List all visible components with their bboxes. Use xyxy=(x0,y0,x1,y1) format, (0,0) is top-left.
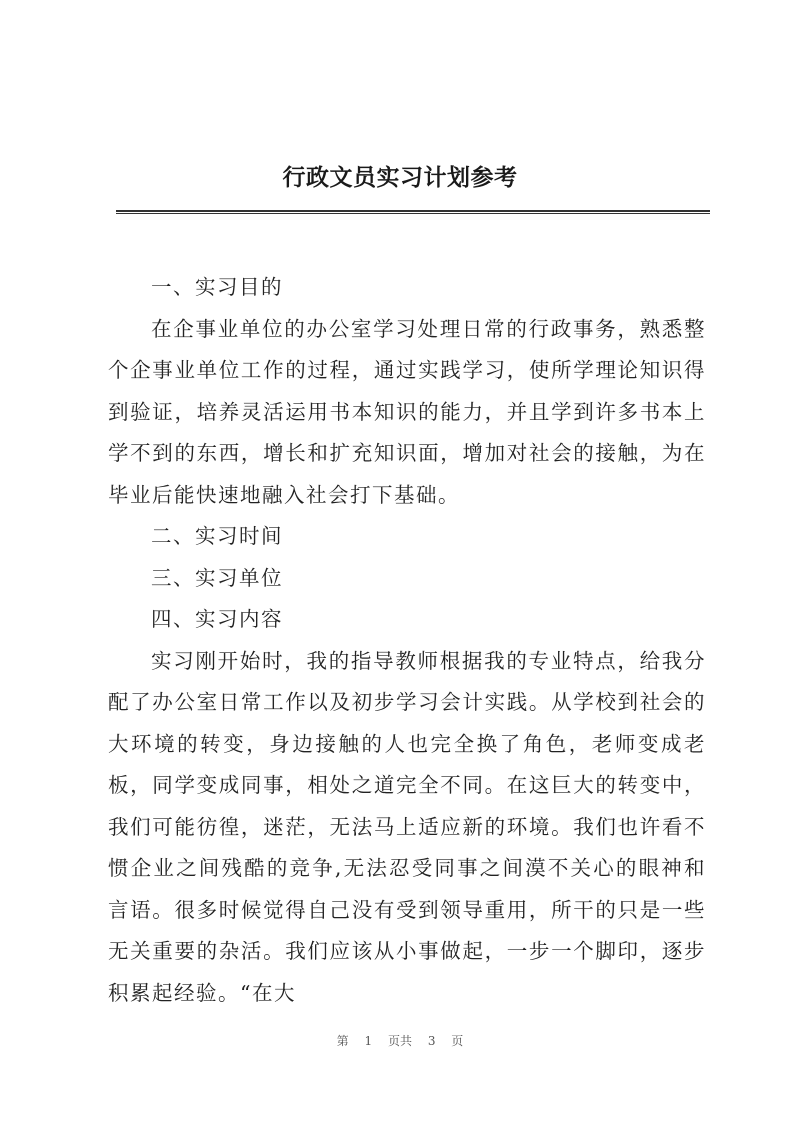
footer-total-pages: 3 xyxy=(427,1034,436,1048)
paragraph-content: 实习刚开始时，我的指导教师根据我的专业特点，给我分配了办公室日常工作以及初步学习会计实践。从学校到社会的大环境的转变，身边接触的人也完全换了角色，老师变成老板，同学变成同事，相处之道完全不同。在这巨大的转变中，我们可能彷徨，迷茫，无法马上适应新的环境。我们也许看不惯企业之间残酷的竞争,无法忍受同事之间漠不关心的眼神和言语。很多时候觉得自己没有受到领导重用，所干的只是一些无关重要的杂活。我们应该从小事做起，一步一个脚印，逐步积累起经验。“在大 xyxy=(108,648,706,1005)
paragraph-purpose: 在企事业单位的办公室学习处理日常的行政事务，熟悉整个企事业单位工作的过程，通过实践学习，使所学理论知识得到验证，培养灵活运用书本知识的能力，并且学到许多书本上学不到的东西，增长和扩充知识面，增加对社会的接触，为在毕业后能快速地融入社会打下基础。 xyxy=(108,316,706,507)
footer-prefix: 第 xyxy=(336,1034,349,1048)
footer-current-page: 1 xyxy=(364,1034,373,1048)
footer-middle: 页共 xyxy=(387,1034,412,1048)
section-heading-time: 二、实习时间 xyxy=(151,524,284,548)
footer-suffix: 页 xyxy=(451,1034,464,1048)
section-heading-unit: 三、实习单位 xyxy=(151,565,284,590)
document-body xyxy=(108,267,706,1014)
page-footer xyxy=(0,1032,800,1049)
document-title: 行政文员实习计划参考 xyxy=(282,165,518,191)
section-heading-content: 四、实习内容 xyxy=(151,607,284,631)
title-underline xyxy=(116,210,710,214)
section-heading-purpose: 一、实习目的 xyxy=(151,275,284,299)
